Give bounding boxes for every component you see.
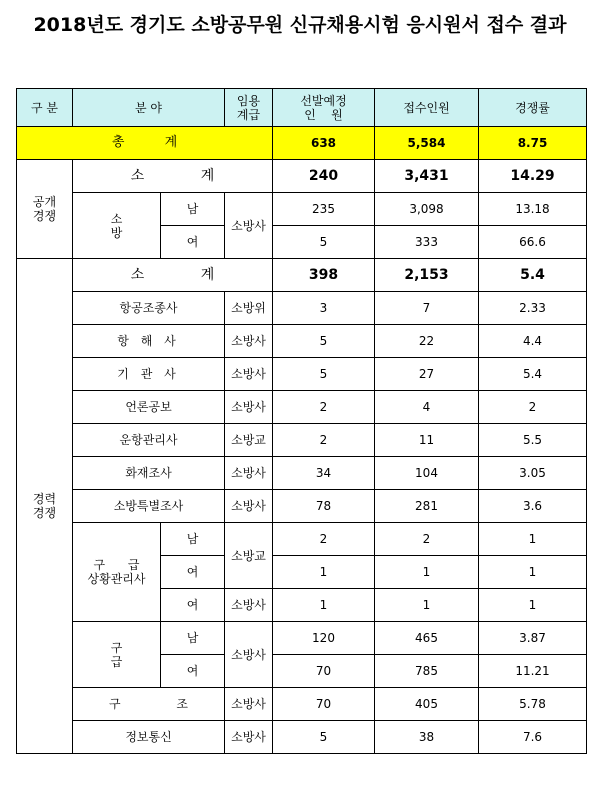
header-field: 분 야	[73, 89, 225, 127]
gender-cell: 여	[161, 226, 225, 259]
applicants-cell: 3,098	[375, 193, 479, 226]
page-title: 2018년도 경기도 소방공무원 신규채용시험 응시원서 접수 결과	[33, 14, 567, 36]
rank-cell: 소방사	[225, 325, 273, 358]
ratio-cell: 5.5	[479, 424, 587, 457]
field-cell: 항 해 사	[73, 325, 225, 358]
ratio-cell: 66.6	[479, 226, 587, 259]
ratio-cell: 4.4	[479, 325, 587, 358]
field-cell: 정보통신	[73, 721, 225, 754]
table-row	[17, 457, 587, 490]
open-group-label: 공개 경쟁	[17, 160, 73, 259]
applicants-cell: 333	[375, 226, 479, 259]
planned-cell: 34	[273, 457, 375, 490]
planned-cell: 2	[273, 424, 375, 457]
open-subtotal-planned: 240	[273, 160, 375, 193]
career-subtotal-planned: 398	[273, 259, 375, 292]
applicants-cell: 405	[375, 688, 479, 721]
header-ratio: 경쟁률	[479, 89, 587, 127]
career-subtotal-row	[17, 259, 587, 292]
ratio-cell: 2.33	[479, 292, 587, 325]
rank-cell: 소방사	[225, 391, 273, 424]
rank-cell: 소방사	[225, 688, 273, 721]
header-planned: 선발예정 인 원	[273, 89, 375, 127]
total-row	[17, 127, 587, 160]
total-label: 총 계	[17, 127, 273, 160]
field-cell: 항공조종사	[73, 292, 225, 325]
field-cell: 기 관 사	[73, 358, 225, 391]
rank-cell: 소방사	[225, 490, 273, 523]
header-rank: 임용 계급	[225, 89, 273, 127]
emergency-field: 구 급	[73, 622, 161, 688]
planned-cell: 5	[273, 226, 375, 259]
applicants-cell: 1	[375, 589, 479, 622]
rank-cell: 소방사	[225, 358, 273, 391]
planned-cell: 1	[273, 589, 375, 622]
header-row	[17, 89, 587, 127]
planned-cell: 3	[273, 292, 375, 325]
applicants-cell: 1	[375, 556, 479, 589]
table-row	[17, 424, 587, 457]
applicants-cell: 281	[375, 490, 479, 523]
field-cell: 언론공보	[73, 391, 225, 424]
open-subtotal-ratio: 14.29	[479, 160, 587, 193]
rank-cell: 소방사	[225, 457, 273, 490]
gender-cell: 여	[161, 556, 225, 589]
total-ratio: 8.75	[479, 127, 587, 160]
field-cell: 소방특별조사	[73, 490, 225, 523]
gender-cell: 여	[161, 655, 225, 688]
table-row	[17, 292, 587, 325]
situation-field: 구 급 상황관리사	[73, 523, 161, 622]
field-cell: 운항관리사	[73, 424, 225, 457]
open-subtotal-label: 소 계	[73, 160, 273, 193]
table-row	[17, 325, 587, 358]
rank-cell: 소방사	[225, 721, 273, 754]
ratio-cell: 3.05	[479, 457, 587, 490]
table-row	[17, 391, 587, 424]
table-row	[17, 688, 587, 721]
open-subtotal-applicants: 3,431	[375, 160, 479, 193]
total-planned: 638	[273, 127, 375, 160]
header-division: 구 분	[17, 89, 73, 127]
rank-cell: 소방위	[225, 292, 273, 325]
planned-cell: 120	[273, 622, 375, 655]
planned-cell: 5	[273, 721, 375, 754]
career-subtotal-ratio: 5.4	[479, 259, 587, 292]
applicants-cell: 38	[375, 721, 479, 754]
applicants-cell: 2	[375, 523, 479, 556]
header-applicants: 접수인원	[375, 89, 479, 127]
open-subtotal-row	[17, 160, 587, 193]
gender-cell: 남	[161, 193, 225, 226]
planned-cell: 5	[273, 325, 375, 358]
applicants-cell: 7	[375, 292, 479, 325]
gender-cell: 남	[161, 622, 225, 655]
planned-cell: 235	[273, 193, 375, 226]
results-table	[16, 88, 587, 754]
table-row	[17, 358, 587, 391]
field-cell: 구 조	[73, 688, 225, 721]
table-row	[17, 193, 587, 226]
career-subtotal-applicants: 2,153	[375, 259, 479, 292]
rank-cell: 소방교	[225, 424, 273, 457]
applicants-cell: 785	[375, 655, 479, 688]
open-field: 소 방	[73, 193, 161, 259]
open-rank: 소방사	[225, 193, 273, 259]
ratio-cell: 1	[479, 556, 587, 589]
career-group-label: 경력 경쟁	[17, 259, 73, 754]
ratio-cell: 5.78	[479, 688, 587, 721]
planned-cell: 70	[273, 688, 375, 721]
applicants-cell: 104	[375, 457, 479, 490]
ratio-cell: 1	[479, 589, 587, 622]
ratio-cell: 3.87	[479, 622, 587, 655]
ratio-cell: 5.4	[479, 358, 587, 391]
applicants-cell: 27	[375, 358, 479, 391]
applicants-cell: 11	[375, 424, 479, 457]
situation-rank: 소방교	[225, 523, 273, 589]
applicants-cell: 465	[375, 622, 479, 655]
gender-cell: 남	[161, 523, 225, 556]
planned-cell: 1	[273, 556, 375, 589]
field-cell: 화재조사	[73, 457, 225, 490]
ratio-cell: 11.21	[479, 655, 587, 688]
total-applicants: 5,584	[375, 127, 479, 160]
table-row	[17, 721, 587, 754]
ratio-cell: 1	[479, 523, 587, 556]
applicants-cell: 22	[375, 325, 479, 358]
planned-cell: 70	[273, 655, 375, 688]
applicants-cell: 4	[375, 391, 479, 424]
table-row	[17, 622, 587, 655]
planned-cell: 78	[273, 490, 375, 523]
planned-cell: 2	[273, 391, 375, 424]
ratio-cell: 2	[479, 391, 587, 424]
career-subtotal-label: 소 계	[73, 259, 273, 292]
table-row	[17, 490, 587, 523]
table-row	[17, 523, 587, 556]
gender-cell: 여	[161, 589, 225, 622]
planned-cell: 2	[273, 523, 375, 556]
emergency-rank: 소방사	[225, 622, 273, 688]
ratio-cell: 13.18	[479, 193, 587, 226]
situation-rank-sa: 소방사	[225, 589, 273, 622]
planned-cell: 5	[273, 358, 375, 391]
ratio-cell: 3.6	[479, 490, 587, 523]
ratio-cell: 7.6	[479, 721, 587, 754]
